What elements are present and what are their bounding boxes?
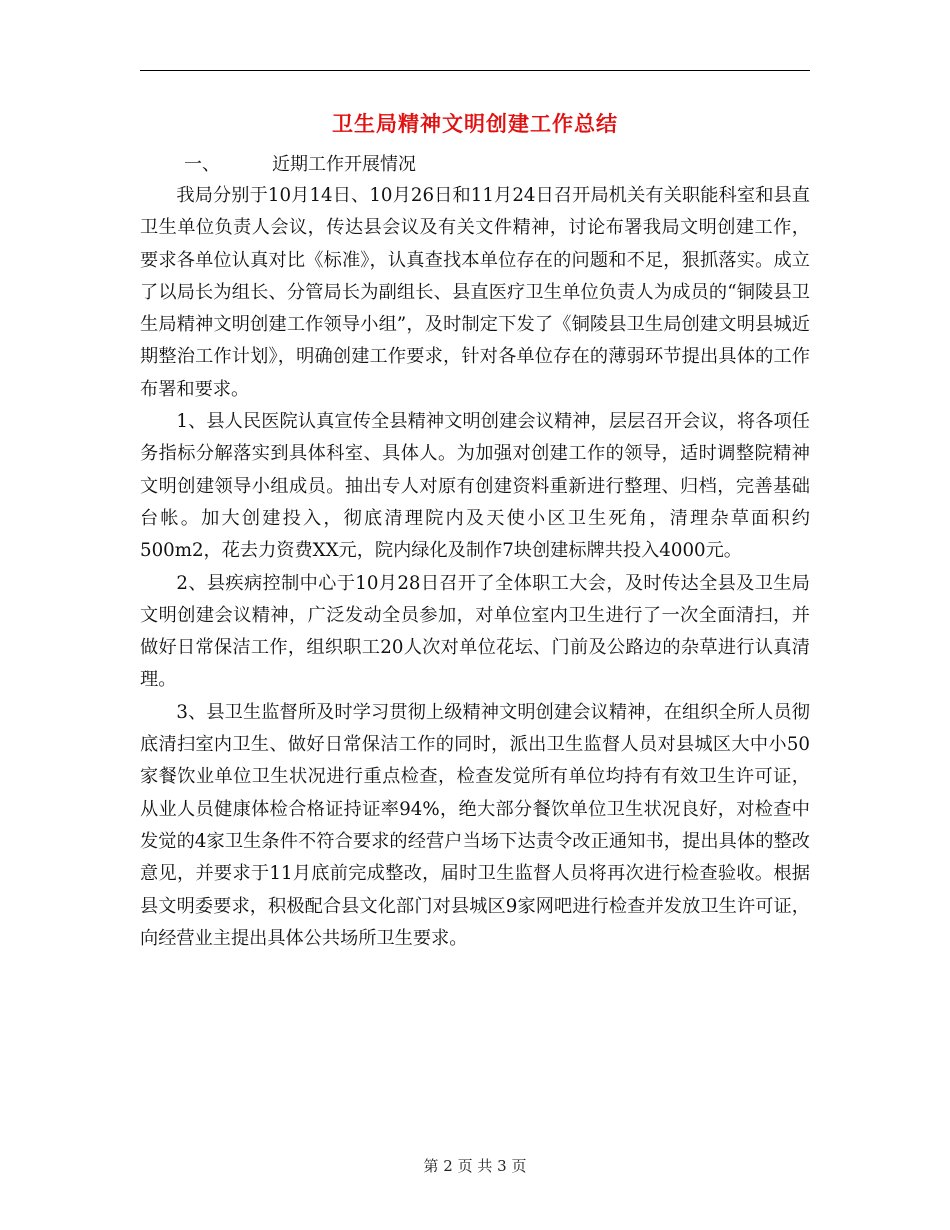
section-title: 近期工作开展情况 — [272, 154, 416, 175]
document-body — [140, 150, 810, 955]
section-number: 一、 — [184, 154, 220, 175]
paragraph-cdc: 2、县疾病控制中心于10月28日召开了全体职工大会，及时传达全县及卫生局文明创建会议精神，广泛发动全员参加，对单位室内卫生进行了一次全面清扫，并做好日常保洁工作，组织职工20人次对单位花坛、门前及公路边的杂草进行认真清理。 — [140, 572, 810, 691]
paragraph-health-supervision: 3、县卫生监督所及时学习贯彻上级精神文明创建会议精神，在组织全所人员彻底清扫室内卫生、做好日常保洁工作的同时，派出卫生监督人员对县城区大中小50家餐饮业单位卫生状况进行重点检查，检查发觉所有单位均持有有效卫生许可证，从业人员健康体检合格证持证率94%，绝大部分餐饮单位卫生状况良好，对检查中发觉的4家卫生条件不符合要求的经营户当场下达责令改正通知书，提出具体的整改意见，并要求于11月底前完成整改，届时卫生监督人员将再次进行检查验收。根据县文明委要求，积极配合县文化部门对县城区9家网吧进行检查并发放卫生许可证，向经营业主提出具体公共场所卫生要求。 — [140, 701, 810, 949]
document-title: 卫生局精神文明创建工作总结 — [332, 112, 618, 136]
section-heading — [140, 150, 810, 180]
paragraph-intro: 我局分别于10月14日、10月26日和11月24日召开局机关有关职能科室和县直卫生单位负责人会议，传达县会议及有关文件精神，讨论布署我局文明创建工作，要求各单位认真对比《标准》，认真查找本单位存在的问题和不足，狠抓落实。成立了以局长为组长、分管局长为副组长、县直医疗卫生单位负责人为成员的“铜陵县卫生局精神文明创建工作领导小组”，及时制定下发了《铜陵县卫生局创建文明县城近期整治工作计划》，明确创建工作要求，针对各单位存在的薄弱环节提出具体的工作布署和要求。 — [140, 185, 810, 400]
paragraph-hospital: 1、县人民医院认真宣传全县精神文明创建会议精神，层层召开会议，将各项任务指标分解落实到具体科室、具体人。为加强对创建工作的领导，适时调整院精神文明创建领导小组成员。抽出专人对原有创建资料重新进行整理、归档，完善基础台帐。加大创建投入，彻底清理院内及天使小区卫生死角，清理杂草面积约500m2，花去力资费XX元，院内绿化及制作7块创建标牌共投入4000元。 — [140, 411, 810, 562]
page-footer: 第 2 页 共 3 页 — [423, 1157, 527, 1175]
header-rule — [140, 70, 810, 71]
